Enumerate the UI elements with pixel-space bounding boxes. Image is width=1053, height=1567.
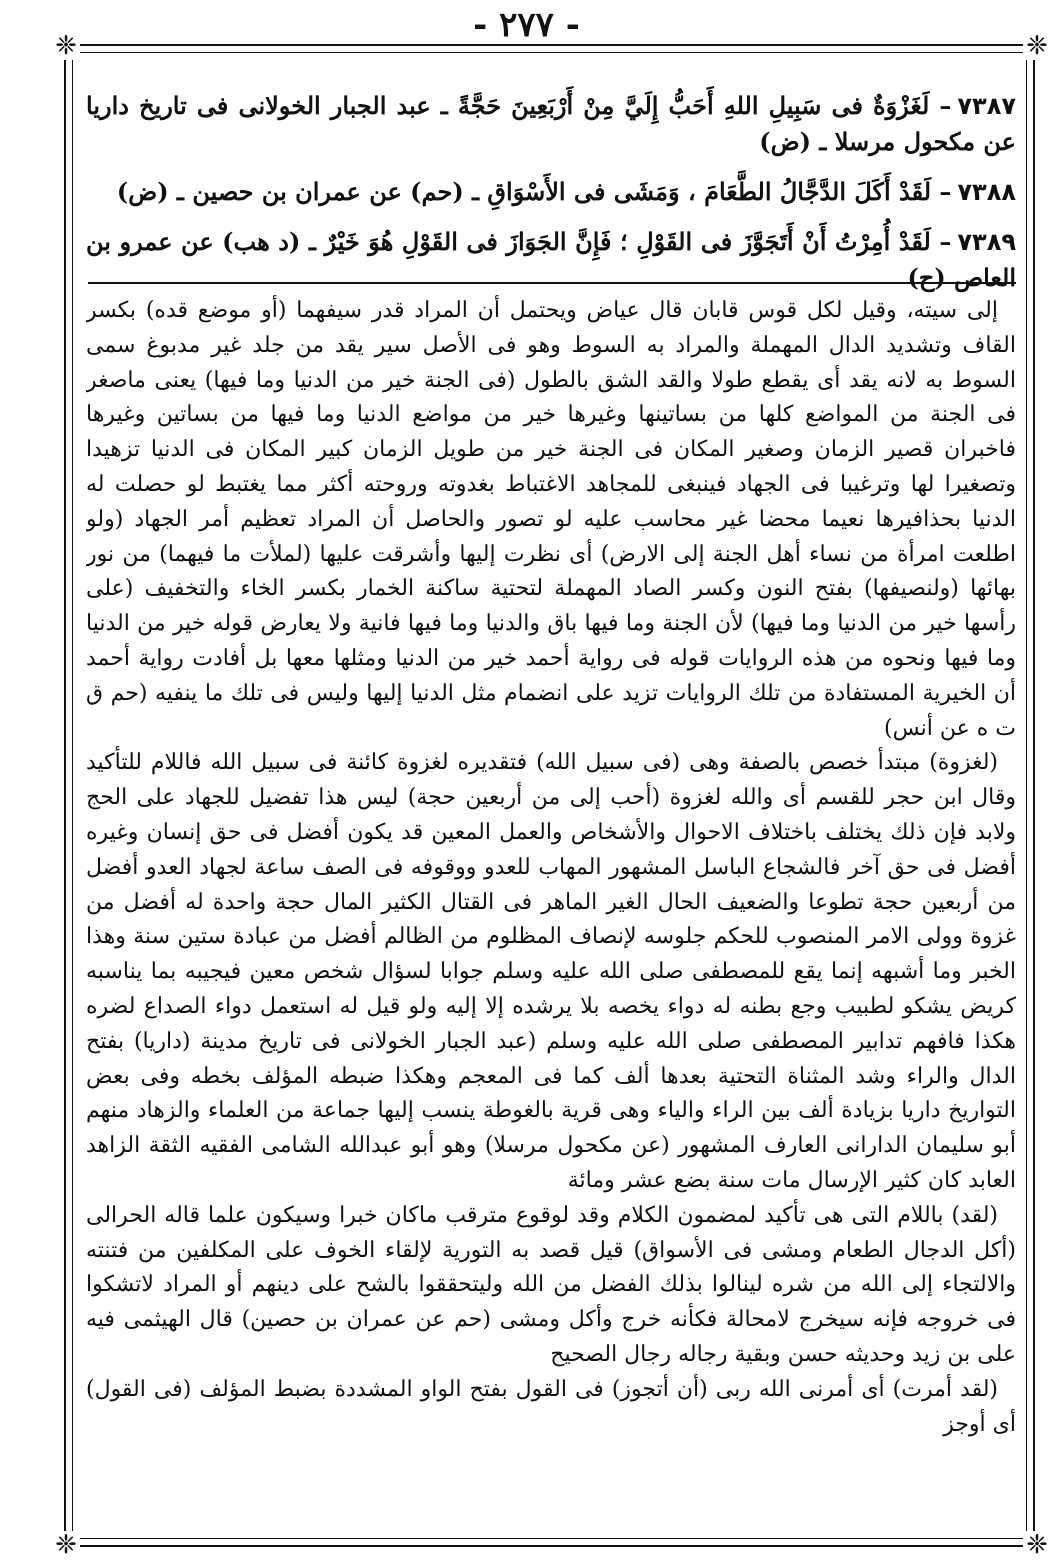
hadith-number: ٧٣٨٧ <box>957 92 1016 120</box>
ornament-icon: ❈ <box>52 1531 80 1559</box>
ornament-icon: ❈ <box>1023 32 1051 60</box>
hadith-entry <box>86 174 1016 210</box>
page-number: - ٢٧٧ - <box>473 5 580 45</box>
hadith-number: ٧٣٨٨ <box>957 178 1016 206</box>
section-divider <box>88 282 1016 284</box>
hadith-text: – لَقَدْ أَكَلَ الدَّجَّالُ الطَّعَامَ ، وَمَشَى فى الأَسْوَاقِ ـ (حم) عن عمران بن حصين ـ (ض) <box>116 177 952 206</box>
commentary-paragraph: إلى سيته، وقيل لكل قوس قابان قال عياض ويحتمل أن المراد قدر سيفهما (أو موضع قده) بكسر القاف وتشديد الدال المهملة والمراد به السوط وهو فى الأصل سير يقد من جلد غير مدبوغ سمى السوط به لانه يقد أى يقطع طولا والقد الشق بالطول (فى الجنة خير من الدنيا وما فيها) يعنى ماصغر فى الجنة من المواضع كلها من بساتينها وغيرها خير من مواضع الدنيا وما فيها من بساتين وغيرها فاخبران قصير الزمان وصغير المكان فى الجنة خير من طويل الزمان كبير المكان فى الدنيا تزهيدا وتصغيرا لها وترغيبا فى الجهاد فينبغى للمجاهد الاغتباط بغدوته وروحته أكثر مما يغتبط لو حصلت له الدنيا بحذافيرها نعيما محضا غير محاسب عليه لو تصور والحاصل أن المراد تعظيم أمر الجهاد (ولو اطلعت امرأة من نساء أهل الجنة إلى الارض) أى نظرت إليها وأشرقت عليها (لملأت ما فيهما) من نور بهائها (ولنصيفها) بفتح النون وكسر الصاد المهملة لتحتية ساكنة الخمار بكسر الخاء والتخفيف (على رأسها خير من الدنيا وما فيها) لأن الجنة وما فيها باق والدنيا وما فيها فانية ولا يعارض قوله خير من الدنيا وما فيها ونحوه من هذه الروايات قوله فى رواية أحمد خير من الدنيا ومثلها معها بل أفادت رواية أحمد أن الخيرية المستفادة من تلك الروايات تزيد على انضمام مثل الدنيا إليها وليس فى تلك ما ينفيه (حم ق ت ه عن أنس) <box>86 298 1016 741</box>
commentary-paragraph: (لغزوة) مبتدأ خصص بالصفة وهى (فى سبيل الله) فتقديره لغزوة كائنة فى سبيل الله فاللام للتأكيد وقال ابن حجر للقسم أى والله لغزوة (أحب إلى من أربعين حجة) ليس هذا تفضيل للجهاد على الحج ولابد فإن ذلك يختلف باختلاف الاحوال والأشخاص والعمل المعين قد يكون أفضل فى حق إنسان وغيره أفضل فى حق آخر فالشجاع الباسل المشهور المهاب للعدو ووقوفه فى الصف ساعة لجهاد العدو أفضل من أربعين حجة تطوعا والضعيف الحال الغير الماهر فى القتال الكثير المال حجة واحدة له أفضل من غزوة وولى الامر المنصوب للحكم جلوسه لإنصاف المظلوم من الظالم أفضل من عبادة ستين سنة وهذا الخبر وما أشبهه إنما يقع للمصطفى صلى الله عليه وسلم جوابا لسؤال شخص معين فيجيبه بما يناسبه كريض يشكو لطبيب وجع بطنه له دواء يخصه بلا يرشده إلا إليه ولو قيل له استعمل دواء الصداع لضره هكذا فافهم تدابير المصطفى صلى الله عليه وسلم (عبد الجبار الخولانى فى تاريخ مدينة (داريا) بفتح الدال والراء وشد المثناة التحتية بعدها ألف كما فى المعجم وهكذا ضبطه المؤلف بخطه وفى بعض التواريخ داريا بزيادة ألف بين الراء والياء وهى قرية بالغوطة ينسب إليها جماعة من العلماء والزهاد منهم أبو سليمان الدارانى العارف المشهور (عن مكحول مرسلا) وهو أبو عبدالله الشامى الفقيه الثقة الزاهد العابد كان كثير الإرسال مات سنة بضع عشر ومائة <box>86 750 1016 1193</box>
ornament-icon: ❈ <box>1023 1531 1051 1559</box>
hadith-number: ٧٣٨٩ <box>957 228 1016 256</box>
hadith-block <box>86 88 1016 310</box>
commentary-block <box>86 294 1016 1524</box>
ornament-icon: ❈ <box>52 32 80 60</box>
hadith-entry <box>86 224 1016 296</box>
commentary-paragraph: (لقد أمرت) أى أمرنى الله ربى (أن أتجوز) فى القول بفتح الواو المشددة بضبط المؤلف (فى القول) أى أوجز <box>86 1376 1016 1437</box>
hadith-entry <box>86 88 1016 160</box>
commentary-paragraph: (لقد) باللام التى هى تأكيد لمضمون الكلام وقد لوقوع مترقب ماكان خبرا وسيكون علما قاله الحرالى (أكل الدجال الطعام ومشى فى الأسواق) قيل قصد به التورية لإلقاء الخوف على المكلفين من فتنته والالتجاء إلى الله من شره لينالوا بذلك الفضل من الله وليتحققوا بالشح على دينهم أو المراد لاتشكوا فى خروجه فإنه سيخرج لامحالة فكأنه خرج وأكل ومشى (حم عن عمران بن حصين) قال الهيثمى فيه على بن زيد وحديثه حسن وبقية رجاله رجال الصحيح <box>86 1202 1016 1367</box>
hadith-text: – لَقَدْ أُمِرْتُ أَنْ أَتَجَوَّزَ فى القَوْلِ ؛ فَإِنَّ الجَوَازَ فى القَوْلِ هُوَ خَيْرٌ ـ (د هب) عن عمرو بن العاص (ح) <box>86 227 1016 292</box>
hadith-text: – لَغَزْوَةٌ فى سَبِيلِ اللهِ أَحَبُّ إِلَيَّ مِنْ أَرْبَعِينَ حَجَّةً ـ عبد الجبار الخولانى فى تاريخ داريا عن مكحول مرسلا ـ (ض) <box>86 91 1016 156</box>
